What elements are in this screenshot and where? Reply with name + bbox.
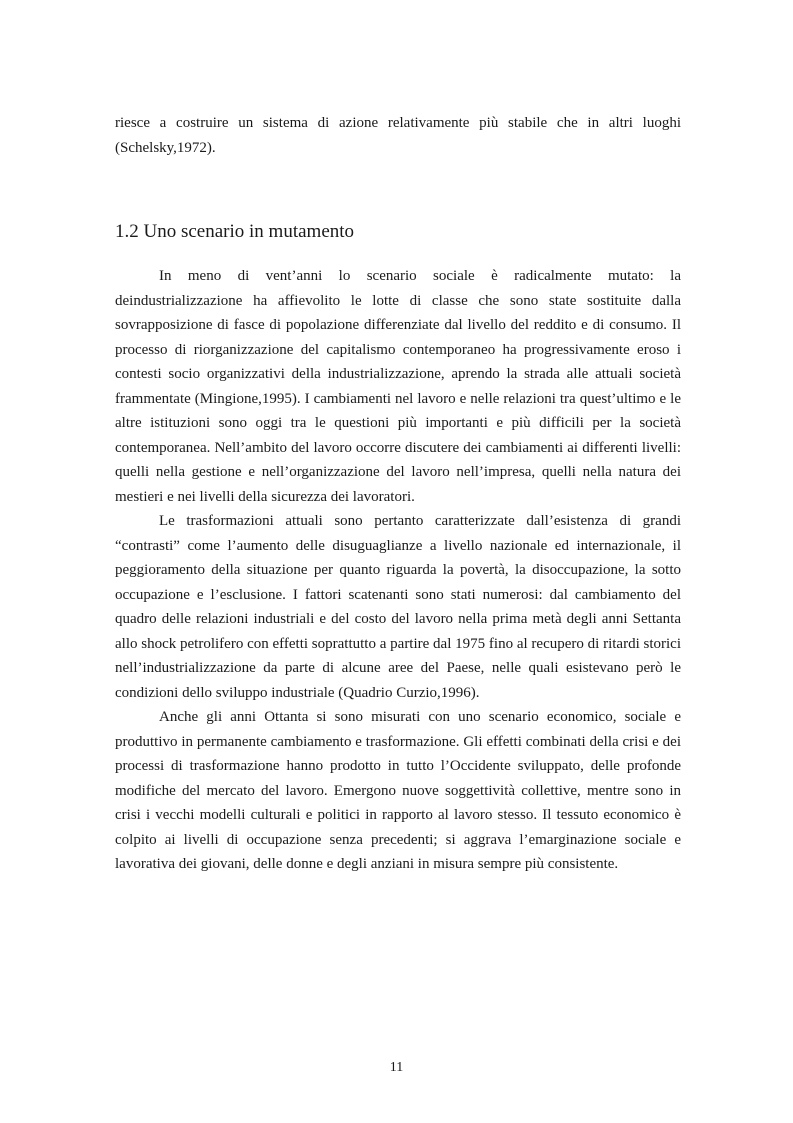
body-paragraph-3: Anche gli anni Ottanta si sono misurati con uno scenario economico, sociale e produttivo in permanente cambiamento e trasformazione. Gli effetti combinati della crisi e dei processi di trasformazione hanno prodotto in tutto l’Occidente sviluppato, delle profonde modifiche del mercato del lavoro. Emergono nuove soggettività collettive, mentre sono in crisi i vecchi modelli culturali e politici in rapporto al lavoro stesso. Il tessuto economico è colpito ai livelli di occupazione senza precedenti; si aggrava l’emarginazione sociale e lavorativa dei giovani, delle donne e degli anziani in misura sempre più consistente.	[115, 709, 681, 872]
page-number: 11	[389, 1060, 404, 1075]
intro-paragraph: riesce a costruire un sistema di azione relativamente più stabile che in altri luoghi (Schelsky,1972).	[115, 115, 681, 156]
page-body	[115, 111, 681, 877]
body-paragraph-1: In meno di vent’anni lo scenario sociale è radicalmente mutato: la deindustrializzazione ha affievolito le lotte di classe che sono state sostituite dalla sovrapposizione di fasce di popolazione differenziate dal livello del reddito e di consumo. Il processo di riorganizzazione del capitalismo contemporaneo ha progressivamente eroso i contesti socio organizzativi della industrializzazione, aprendo la strada alle attuali società frammentate (Mingione,1995). I cambiamenti nel lavoro e nelle relazioni tra quest’ultimo e le altre istituzioni sono oggi tra le questioni più importanti e più difficili per la società contemporanea. Nell’ambito del lavoro occorre discutere dei cambiamenti ai differenti livelli: quelli nella gestione e nell’organizzazione del lavoro nell’impresa, quelli nella natura dei mestieri e nei livelli della sicurezza dei lavoratori.	[115, 268, 681, 505]
section-heading: 1.2 Uno scenario in mutamento	[115, 221, 355, 242]
body-paragraph-2: Le trasformazioni attuali sono pertanto caratterizzate dall’esistenza di grandi “contrasti” come l’aumento delle disuguaglianze a livello nazionale ed internazionale, il peggioramento della situazione per quanto riguarda la povertà, la disoccupazione, la sotto occupazione e l’esclusione. I fattori scatenanti sono stati numerosi: dal cambiamento del quadro delle relazioni industriali e del costo del lavoro nella prima metà degli anni Settanta allo shock petrolifero con effetti soprattutto a partire dal 1975 fino al recupero di ritardi storici nell’industrializzazione da parte di alcune aree del Paese, nelle quali esistevano però le condizioni dello sviluppo industriale (Quadrio Curzio,1996).	[115, 513, 681, 701]
